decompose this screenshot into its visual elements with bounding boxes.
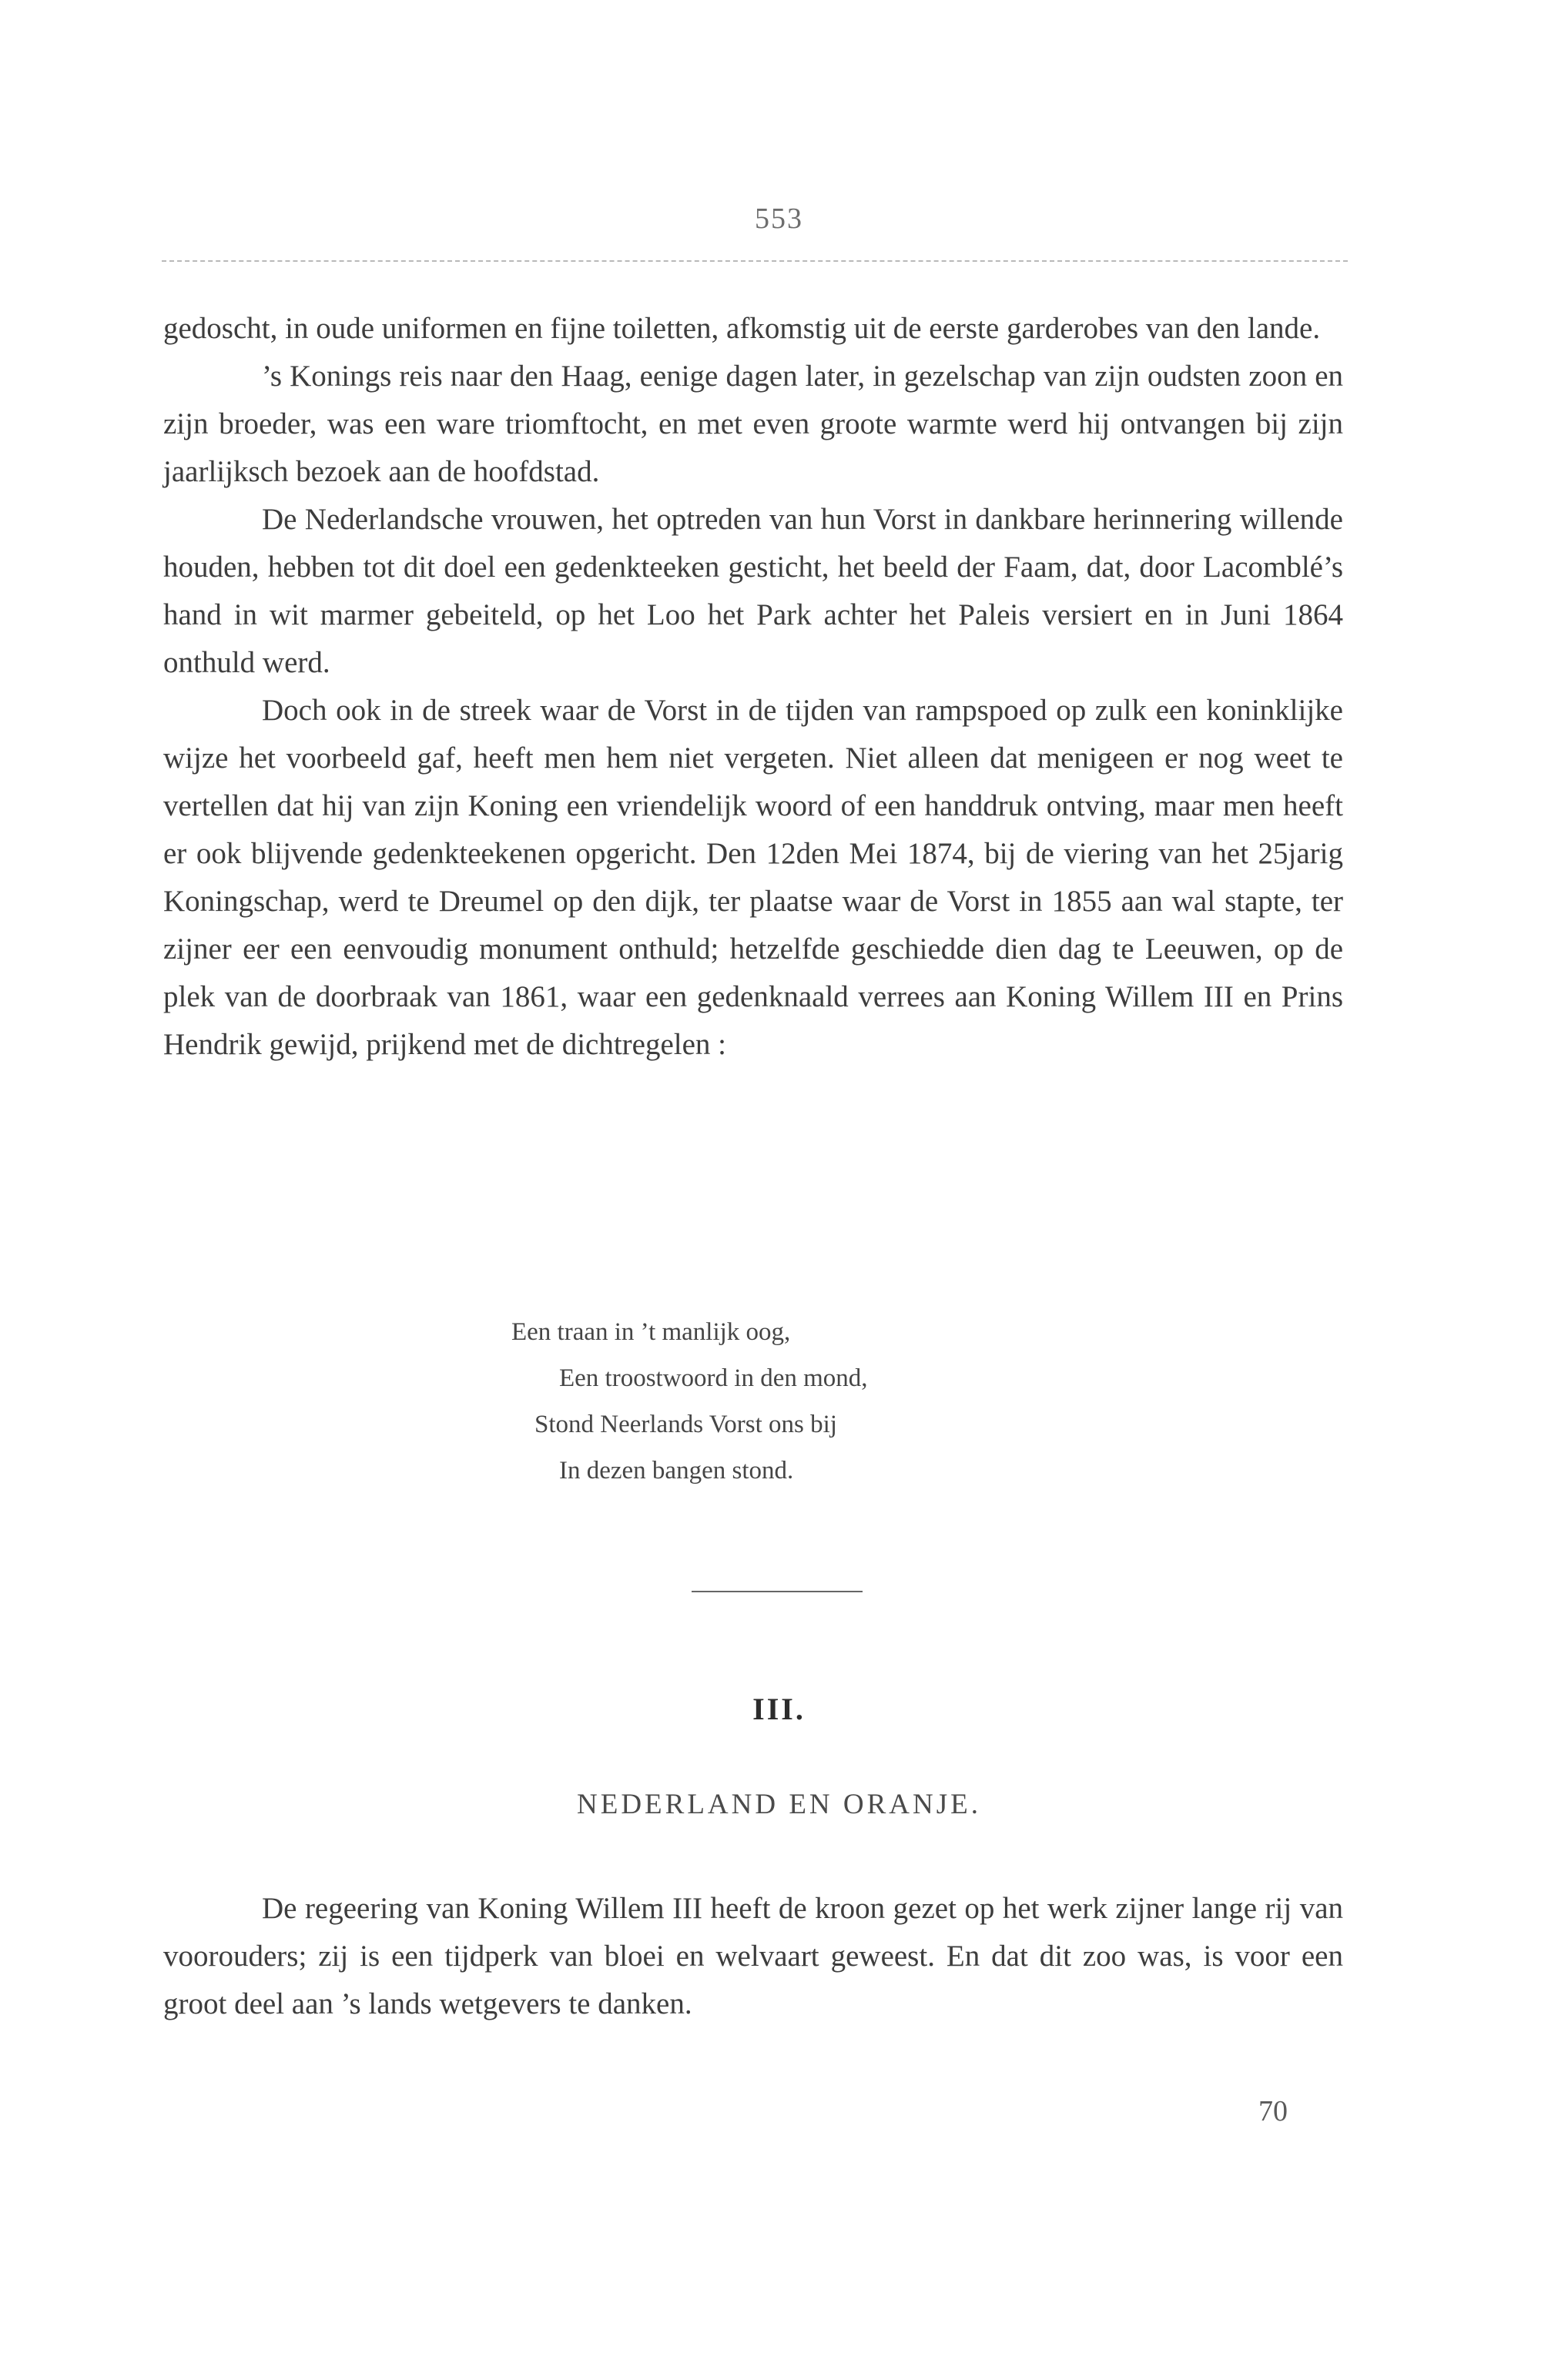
paragraph: gedoscht, in oude uniformen en fijne toiletten, afkomstig uit de eerste garderobes van den lande. xyxy=(163,312,1321,345)
signature-mark: 70 xyxy=(1258,2095,1288,2127)
page-number: 553 xyxy=(755,203,803,235)
body-text xyxy=(163,305,1343,1069)
body-text-section xyxy=(163,1885,1343,2028)
section-number: III. xyxy=(752,1692,806,1726)
poem-line: Stond Neerlands Vorst ons bij xyxy=(534,1411,837,1438)
section-title: NEDERLAND EN ORANJE. xyxy=(577,1789,981,1820)
poem-line: In dezen bangen stond. xyxy=(559,1457,794,1485)
poem-line: Een troostwoord in den mond, xyxy=(559,1364,868,1392)
poem xyxy=(511,1309,1050,1494)
poem-line: Een traan in ’t manlijk oog, xyxy=(511,1318,791,1346)
header-rule xyxy=(162,260,1348,262)
paragraph: ’s Konings reis naar den Haag, eenige dagen later, in gezelschap van zijn oudsten zoon en zijn broeder, was een ware triomftocht, en met even groote warmte werd hij ontvangen bij zijn jaarlijksch bezoek aan de hoofdstad. xyxy=(163,360,1343,488)
paragraph: Doch ook in de streek waar de Vorst in de tijden van rampspoed op zulk een koninklijke wijze het voorbeeld gaf, heeft men hem niet vergeten. Niet alleen dat menigeen er nog weet te vertellen dat hij van zijn Koning een vriendelijk woord of een handdruk ontving, maar men heeft er ook blijvende gedenkteekenen opgericht. Den 12den Mei 1874, bij de viering van het 25jarig Koningschap, werd te Dreumel op den dijk, ter plaatse waar de Vorst in 1855 aan wal stapte, ter zijner eer een eenvoudig monument onthuld; hetzelfde geschiedde dien dag te Leeuwen, op de plek van de doorbraak van 1861, waar een gedenknaald verrees aan Koning Willem III en Prins Hendrik gewijd, prijkend met de dichtregelen : xyxy=(163,694,1343,1061)
paragraph: De regeering van Koning Willem III heeft de kroon gezet op het werk zijner lange rij van voorouders; zij is een tijdperk van bloei en welvaart geweest. En dat dit zoo was, is voor een groot deel aan ’s lands wetgevers te danken. xyxy=(163,1892,1343,2020)
section-divider xyxy=(692,1591,863,1592)
paragraph: De Nederlandsche vrouwen, het optreden van hun Vorst in dankbare herinnering willende houden, hebben tot dit doel een gedenkteeken gesticht, het beeld der Faam, dat, door Lacomblé’s hand in wit marmer gebeiteld, op het Loo het Park achter het Paleis versiert en in Juni 1864 onthuld werd. xyxy=(163,503,1343,679)
